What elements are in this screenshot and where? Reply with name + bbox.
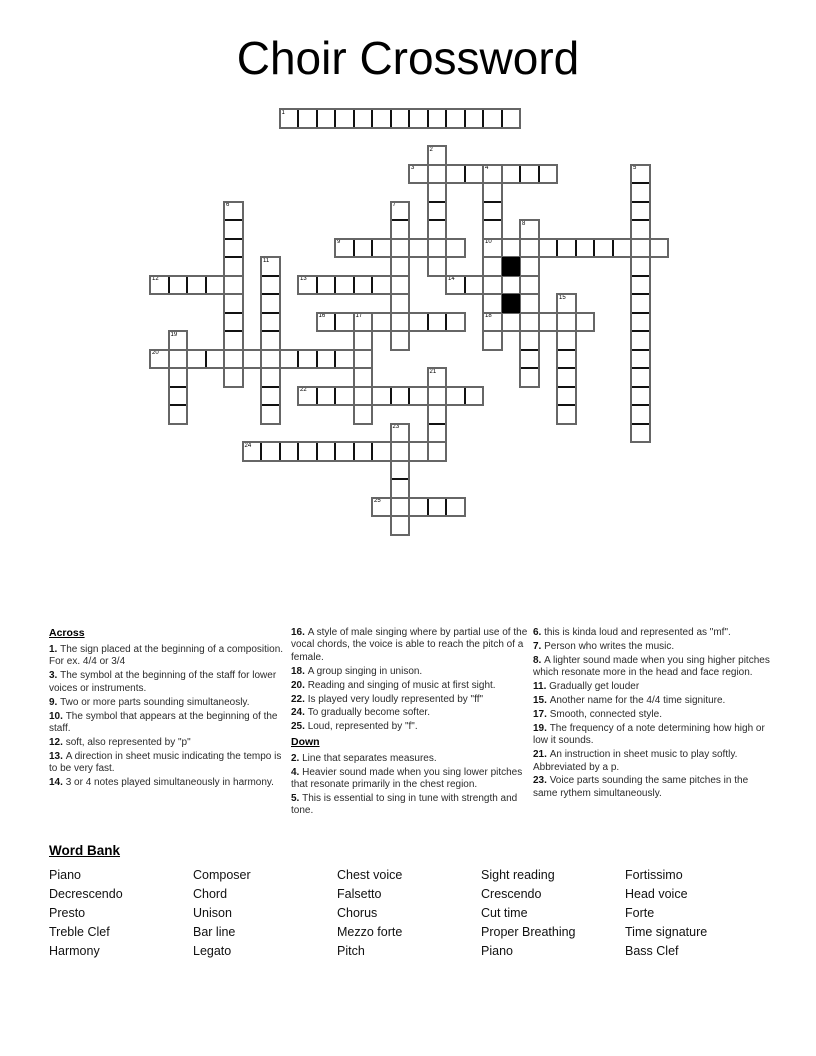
clue-number: 19. <box>533 722 550 734</box>
word-bank-item: Proper Breathing <box>481 925 576 939</box>
word-bank <box>49 843 789 961</box>
word-bank-heading: Word Bank <box>49 843 121 858</box>
clue-number: 5. <box>291 792 303 804</box>
cell-number: 15 <box>559 294 566 301</box>
word-bank-item: Composer <box>193 868 251 882</box>
clue-number: 12. <box>49 736 66 748</box>
grid-cell[interactable] <box>261 442 280 461</box>
grid-cell[interactable] <box>261 257 280 276</box>
grid-cell[interactable] <box>409 239 428 258</box>
grid-cell[interactable] <box>631 257 650 276</box>
cell-number: 16 <box>318 313 326 319</box>
grid-cell[interactable] <box>502 109 521 128</box>
grid-cell[interactable] <box>391 257 410 276</box>
cell-number: 2 <box>429 146 433 153</box>
clue-across-3: 3. The symbol at the beginning of the staff for lower voices or instruments. <box>49 670 277 694</box>
grid-cell[interactable] <box>391 442 410 461</box>
clue-across-14: 14. 3 or 4 notes played simultaneously in harmony. <box>49 777 274 789</box>
grid-cell[interactable] <box>631 202 650 221</box>
grid-cell[interactable] <box>446 313 465 332</box>
clue-across-24: 24. To gradually become softer. <box>291 707 430 719</box>
cell-number: 3 <box>411 165 415 171</box>
grid-cell[interactable] <box>483 183 502 202</box>
grid-cell[interactable] <box>391 220 410 239</box>
grid-cell[interactable] <box>428 498 447 517</box>
grid-cell[interactable] <box>465 387 484 406</box>
clue-across-9: 9. Two or more parts sounding simultaneosly. <box>49 696 250 708</box>
grid-cell[interactable] <box>650 239 669 258</box>
grid-cell[interactable] <box>372 109 391 128</box>
word-bank-item: Chorus <box>337 906 378 920</box>
grid-cell[interactable] <box>354 368 373 387</box>
grid-cell[interactable] <box>409 313 428 332</box>
word-bank-column-5 <box>625 866 769 961</box>
grid-cell[interactable] <box>483 220 502 239</box>
clue-down-2: 2. Line that separates measures. <box>291 752 437 764</box>
grid-cell[interactable] <box>631 294 650 313</box>
grid-cell[interactable] <box>169 331 188 350</box>
grid-cell[interactable] <box>446 498 465 517</box>
grid-cell[interactable] <box>483 294 502 313</box>
grid-cell[interactable] <box>354 387 373 406</box>
grid-cell[interactable] <box>391 109 410 128</box>
grid-cell[interactable] <box>483 331 502 350</box>
grid-cell[interactable] <box>317 350 336 369</box>
grid-cell[interactable] <box>354 331 373 350</box>
grid-cell[interactable] <box>298 442 317 461</box>
clue-across-22: 22. Is played very loudly represented by "ff" <box>291 693 484 705</box>
clues-column-1 <box>49 627 286 791</box>
grid-cell[interactable] <box>224 202 243 221</box>
grid-cell[interactable] <box>557 350 576 369</box>
clue-down-11: 11. Gradually get louder <box>533 681 640 693</box>
grid-cell[interactable] <box>428 165 447 184</box>
grid-cell[interactable] <box>298 350 317 369</box>
grid-cell[interactable] <box>428 313 447 332</box>
grid-cell[interactable] <box>391 331 410 350</box>
clue-down-7: 7. Person who writes the music. <box>533 640 675 652</box>
grid-cell[interactable] <box>391 202 410 221</box>
grid-cell[interactable] <box>520 313 539 332</box>
grid-cell[interactable] <box>631 313 650 332</box>
grid-cell[interactable] <box>428 220 447 239</box>
grid-cell[interactable] <box>520 350 539 369</box>
word-bank-item: Sight reading <box>481 868 555 882</box>
grid-cell[interactable] <box>335 442 354 461</box>
grid-cell[interactable] <box>391 461 410 480</box>
cell-number: 1 <box>281 109 285 116</box>
grid-cell[interactable] <box>391 387 410 406</box>
grid-cell[interactable] <box>520 331 539 350</box>
word-bank-item: Piano <box>49 868 81 882</box>
grid-cell[interactable] <box>631 368 650 387</box>
black-cell <box>502 257 521 276</box>
clue-number: 22. <box>291 693 308 705</box>
grid-cell[interactable] <box>483 276 502 295</box>
clue-down-21: 21. An instruction in sheet music to play softly. Abbreviated by a p. <box>533 749 738 773</box>
word-bank-columns <box>49 866 789 961</box>
grid-cell[interactable] <box>465 165 484 184</box>
grid-cell[interactable] <box>261 350 280 369</box>
clue-down-23: 23. Voice parts sounding the same pitches in the same rythem simultaneously. <box>533 775 749 799</box>
grid-cell[interactable] <box>243 350 262 369</box>
grid-cell[interactable] <box>317 109 336 128</box>
clue-number: 2. <box>291 752 303 764</box>
grid-cell[interactable] <box>261 294 280 313</box>
grid-cell[interactable] <box>372 313 391 332</box>
clue-number: 15. <box>533 695 550 707</box>
grid-cell[interactable] <box>465 276 484 295</box>
grid-cell[interactable] <box>280 442 299 461</box>
grid-cell[interactable] <box>317 387 336 406</box>
grid-cell[interactable] <box>539 165 558 184</box>
across-heading: Across <box>49 627 85 639</box>
grid-cell[interactable] <box>483 257 502 276</box>
grid-cell[interactable] <box>150 276 169 295</box>
grid-cell[interactable] <box>631 183 650 202</box>
grid-cell[interactable] <box>354 442 373 461</box>
clue-number: 10. <box>49 710 66 722</box>
cell-number: 21 <box>429 368 437 375</box>
clue-down-8: 8. A lighter sound made when you sing higher pitches which resonate more in the head and face region. <box>533 654 770 679</box>
grid-cell[interactable] <box>261 387 280 406</box>
grid-cell[interactable] <box>631 276 650 295</box>
grid-cell[interactable] <box>187 350 206 369</box>
grid-cell[interactable] <box>428 442 447 461</box>
grid-cell[interactable] <box>372 387 391 406</box>
clue-number: 20. <box>291 679 308 691</box>
grid-cell[interactable] <box>391 294 410 313</box>
clue-down-19: 19. The frequency of a note determining how high or low it sounds. <box>533 722 765 747</box>
clue-number: 21. <box>533 749 550 761</box>
grid-cell[interactable] <box>409 387 428 406</box>
grid-cell[interactable] <box>428 239 447 258</box>
grid-cell[interactable] <box>502 276 521 295</box>
grid-cell[interactable] <box>557 368 576 387</box>
grid-cell[interactable] <box>261 276 280 295</box>
grid-cell[interactable] <box>557 294 576 313</box>
word-bank-item: Mezzo forte <box>337 925 403 939</box>
word-bank-item: Unison <box>193 906 232 920</box>
grid-cell[interactable] <box>483 202 502 221</box>
grid-cell[interactable] <box>631 387 650 406</box>
grid-cell[interactable] <box>502 313 521 332</box>
grid-cell[interactable] <box>206 350 225 369</box>
cell-number: 25 <box>374 498 381 504</box>
clue-number: 24. <box>291 707 308 719</box>
crossword-grid <box>150 109 668 535</box>
grid-cell[interactable] <box>335 109 354 128</box>
grid-cell[interactable] <box>169 368 188 387</box>
cell-number: 13 <box>300 276 307 282</box>
cell-number: 8 <box>522 220 526 227</box>
grid-cell[interactable] <box>391 424 410 443</box>
grid-cell[interactable] <box>150 350 169 369</box>
grid-cell[interactable] <box>428 424 447 443</box>
grid-cell[interactable] <box>446 276 465 295</box>
grid-cell[interactable] <box>206 276 225 295</box>
clue-across-10: 10. The symbol that appears at the beginning of the staff. <box>49 710 278 734</box>
grid-cell[interactable] <box>483 109 502 128</box>
word-bank-column-2 <box>193 866 337 961</box>
grid-cell[interactable] <box>391 479 410 498</box>
puzzle-title: Choir Crossword <box>236 32 580 84</box>
cell-number: 6 <box>226 202 230 208</box>
grid-cell[interactable] <box>428 387 447 406</box>
grid-cell[interactable] <box>557 313 576 332</box>
grid-cell[interactable] <box>317 276 336 295</box>
grid-cell[interactable] <box>409 498 428 517</box>
clue-across-20: 20. Reading and singing of music at first sight. <box>291 679 496 691</box>
grid-cell[interactable] <box>483 313 502 332</box>
grid-cell[interactable] <box>409 442 428 461</box>
grid-cell[interactable] <box>187 276 206 295</box>
grid-cell[interactable] <box>169 405 188 424</box>
grid-cell[interactable] <box>224 276 243 295</box>
grid-cell[interactable] <box>335 350 354 369</box>
grid-cell[interactable] <box>354 350 373 369</box>
grid-cell[interactable] <box>631 239 650 258</box>
cell-number: 4 <box>485 165 489 171</box>
grid-cell[interactable] <box>391 516 410 535</box>
clue-down-17: 17. Smooth, connected style. <box>533 708 662 720</box>
grid-cell[interactable] <box>520 257 539 276</box>
grid-cell[interactable] <box>224 294 243 313</box>
clue-across-25: 25. Loud, represented by "f". <box>291 721 418 733</box>
grid-cell[interactable] <box>631 405 650 424</box>
grid-cell[interactable] <box>169 350 188 369</box>
grid-cell[interactable] <box>224 313 243 332</box>
cell-number: 17 <box>355 313 363 319</box>
cell-number: 12 <box>152 276 159 282</box>
grid-cell[interactable] <box>520 239 539 258</box>
grid-cell[interactable] <box>631 165 650 184</box>
grid-cell[interactable] <box>372 239 391 258</box>
clue-down-6: 6. this is kinda loud and represented as "mf". <box>533 627 731 638</box>
grid-cell[interactable] <box>169 276 188 295</box>
grid-cell[interactable] <box>280 350 299 369</box>
word-bank-item: Time signature <box>625 925 708 939</box>
grid-cell[interactable] <box>594 239 613 258</box>
grid-cell[interactable] <box>446 239 465 258</box>
clue-across-12: 12. soft, also represented by "p" <box>49 736 191 748</box>
grid-cell[interactable] <box>520 165 539 184</box>
grid-cell[interactable] <box>502 239 521 258</box>
grid-cell[interactable] <box>557 405 576 424</box>
grid-cell[interactable] <box>317 313 336 332</box>
cell-number: 18 <box>485 313 492 319</box>
grid-cell[interactable] <box>631 220 650 239</box>
word-bank-item: Pitch <box>337 944 365 958</box>
grid-cell[interactable] <box>557 387 576 406</box>
clue-number: 3. <box>49 670 61 682</box>
clue-down-4: 4. Heavier sound made when you sing lower pitches that resonate primarily in the chest region. <box>291 766 523 791</box>
grid-cell[interactable] <box>169 387 188 406</box>
clue-number: 25. <box>291 721 308 733</box>
grid-cell[interactable] <box>317 442 336 461</box>
grid-cell[interactable] <box>372 442 391 461</box>
word-bank-item: Legato <box>193 944 232 958</box>
grid-cell[interactable] <box>261 368 280 387</box>
grid-cell[interactable] <box>391 239 410 258</box>
word-bank-item: Forte <box>625 906 655 920</box>
down-heading: Down <box>291 735 320 748</box>
clue-number: 6. <box>533 627 545 638</box>
clue-number: 1. <box>49 644 61 655</box>
cell-number: 11 <box>263 257 270 264</box>
grid-cell[interactable] <box>483 165 502 184</box>
word-bank-column-4 <box>481 866 625 961</box>
cell-number: 24 <box>244 442 252 449</box>
grid-cell[interactable] <box>557 331 576 350</box>
grid-cell[interactable] <box>428 202 447 221</box>
word-bank-item: Piano <box>481 944 513 958</box>
cell-number: 9 <box>337 239 341 245</box>
word-bank-item: Presto <box>49 906 86 920</box>
grid-cell[interactable] <box>354 109 373 128</box>
clue-number: 16. <box>291 627 308 638</box>
clue-across-16: 16. A style of male singing where by partial use of the vocal chords, the voice is able to reach the pitch of a female. <box>291 627 528 663</box>
grid-cell[interactable] <box>428 368 447 387</box>
grid-cell[interactable] <box>391 498 410 517</box>
grid-cell[interactable] <box>520 220 539 239</box>
clue-across-1: 1. The sign placed at the beginning of a composition. For ex. 4/4 or 3/4 <box>49 644 284 668</box>
cell-number: 14 <box>448 276 455 282</box>
grid-cell[interactable] <box>354 313 373 332</box>
grid-cell[interactable] <box>428 146 447 165</box>
grid-cell[interactable] <box>298 387 317 406</box>
word-bank-item: Fortissimo <box>625 868 683 882</box>
grid-cell[interactable] <box>391 313 410 332</box>
grid-cell[interactable] <box>502 165 521 184</box>
grid-cell[interactable] <box>298 109 317 128</box>
clue-number: 13. <box>49 750 66 762</box>
grid-cell[interactable] <box>631 424 650 443</box>
clue-across-18: 18. A group singing in unison. <box>291 665 423 677</box>
cell-number: 7 <box>392 202 396 208</box>
grid-cell[interactable] <box>428 257 447 276</box>
grid-cell[interactable] <box>520 294 539 313</box>
grid-cell[interactable] <box>446 165 465 184</box>
grid-cell[interactable] <box>224 257 243 276</box>
grid-cell[interactable] <box>557 239 576 258</box>
word-bank-item: Bar line <box>193 925 236 939</box>
grid-cell[interactable] <box>631 331 650 350</box>
clue-number: 9. <box>49 696 61 708</box>
grid-cell[interactable] <box>465 109 484 128</box>
grid-cell[interactable] <box>354 405 373 424</box>
word-bank-item: Cut time <box>481 906 528 920</box>
grid-cell[interactable] <box>224 350 243 369</box>
grid-cell[interactable] <box>243 442 262 461</box>
clue-number: 4. <box>291 766 303 778</box>
grid-cell[interactable] <box>335 239 354 258</box>
word-bank-item: Bass Clef <box>625 944 679 958</box>
word-bank-item: Chord <box>193 887 228 901</box>
grid-cell[interactable] <box>261 405 280 424</box>
word-bank-item: Crescendo <box>481 887 542 901</box>
clue-number: 23. <box>533 775 550 787</box>
grid-cell[interactable] <box>280 109 299 128</box>
cell-number: 10 <box>485 239 492 245</box>
grid-cell[interactable] <box>520 368 539 387</box>
grid-cell[interactable] <box>613 239 632 258</box>
grid-cell[interactable] <box>631 350 650 369</box>
word-bank-item: Chest voice <box>337 868 403 882</box>
cell-number: 23 <box>392 424 400 430</box>
cell-number: 22 <box>300 387 307 393</box>
clue-across-13: 13. A direction in sheet music indicating the tempo is to be very fast. <box>49 750 282 775</box>
grid-cell[interactable] <box>224 368 243 387</box>
grid-cell[interactable] <box>539 313 558 332</box>
grid-cell[interactable] <box>576 239 595 258</box>
grid-cell[interactable] <box>224 331 243 350</box>
word-bank-item: Harmony <box>49 944 100 958</box>
clues-column-2 <box>291 627 528 819</box>
cell-number: 5 <box>633 165 637 171</box>
grid-cell[interactable] <box>428 183 447 202</box>
word-bank-item: Head voice <box>625 887 688 901</box>
grid-cell[interactable] <box>335 276 354 295</box>
grid-cell[interactable] <box>354 276 373 295</box>
grid-cell[interactable] <box>520 276 539 295</box>
cell-number: 20 <box>152 350 159 356</box>
clues-column-3 <box>533 627 770 802</box>
grid-cell[interactable] <box>372 498 391 517</box>
grid-cell[interactable] <box>298 276 317 295</box>
grid-cell[interactable] <box>428 405 447 424</box>
word-bank-column-1 <box>49 866 193 961</box>
clue-down-5: 5. This is essential to sing in tune with strength and tone. <box>291 792 518 817</box>
grid-cell[interactable] <box>483 239 502 258</box>
grid-cell[interactable] <box>372 276 391 295</box>
clue-down-15: 15. Another name for the 4/4 time signiture. <box>533 695 726 707</box>
grid-cell[interactable] <box>409 109 428 128</box>
grid-cell[interactable] <box>261 331 280 350</box>
clue-number: 14. <box>49 777 66 789</box>
grid-cell[interactable] <box>224 239 243 258</box>
grid-cell[interactable] <box>576 313 595 332</box>
clue-number: 7. <box>533 640 545 652</box>
clue-number: 18. <box>291 665 308 677</box>
word-bank-item: Treble Clef <box>49 925 110 939</box>
clue-number: 11. <box>533 681 550 693</box>
word-bank-item: Decrescendo <box>49 887 123 901</box>
grid-cell[interactable] <box>446 109 465 128</box>
cell-number: 19 <box>170 331 178 338</box>
word-bank-item: Falsetto <box>337 887 382 901</box>
grid-cell[interactable] <box>539 239 558 258</box>
grid-cell[interactable] <box>261 313 280 332</box>
clue-number: 17. <box>533 708 550 720</box>
clue-number: 8. <box>533 654 545 666</box>
grid-cell[interactable] <box>409 165 428 184</box>
grid-cell[interactable] <box>354 239 373 258</box>
grid-cell[interactable] <box>446 387 465 406</box>
black-cell <box>502 294 521 313</box>
grid-cell[interactable] <box>391 276 410 295</box>
grid-cell[interactable] <box>428 109 447 128</box>
grid-cell[interactable] <box>335 387 354 406</box>
grid-cell[interactable] <box>335 313 354 332</box>
word-bank-column-3 <box>337 866 481 961</box>
grid-cell[interactable] <box>224 220 243 239</box>
